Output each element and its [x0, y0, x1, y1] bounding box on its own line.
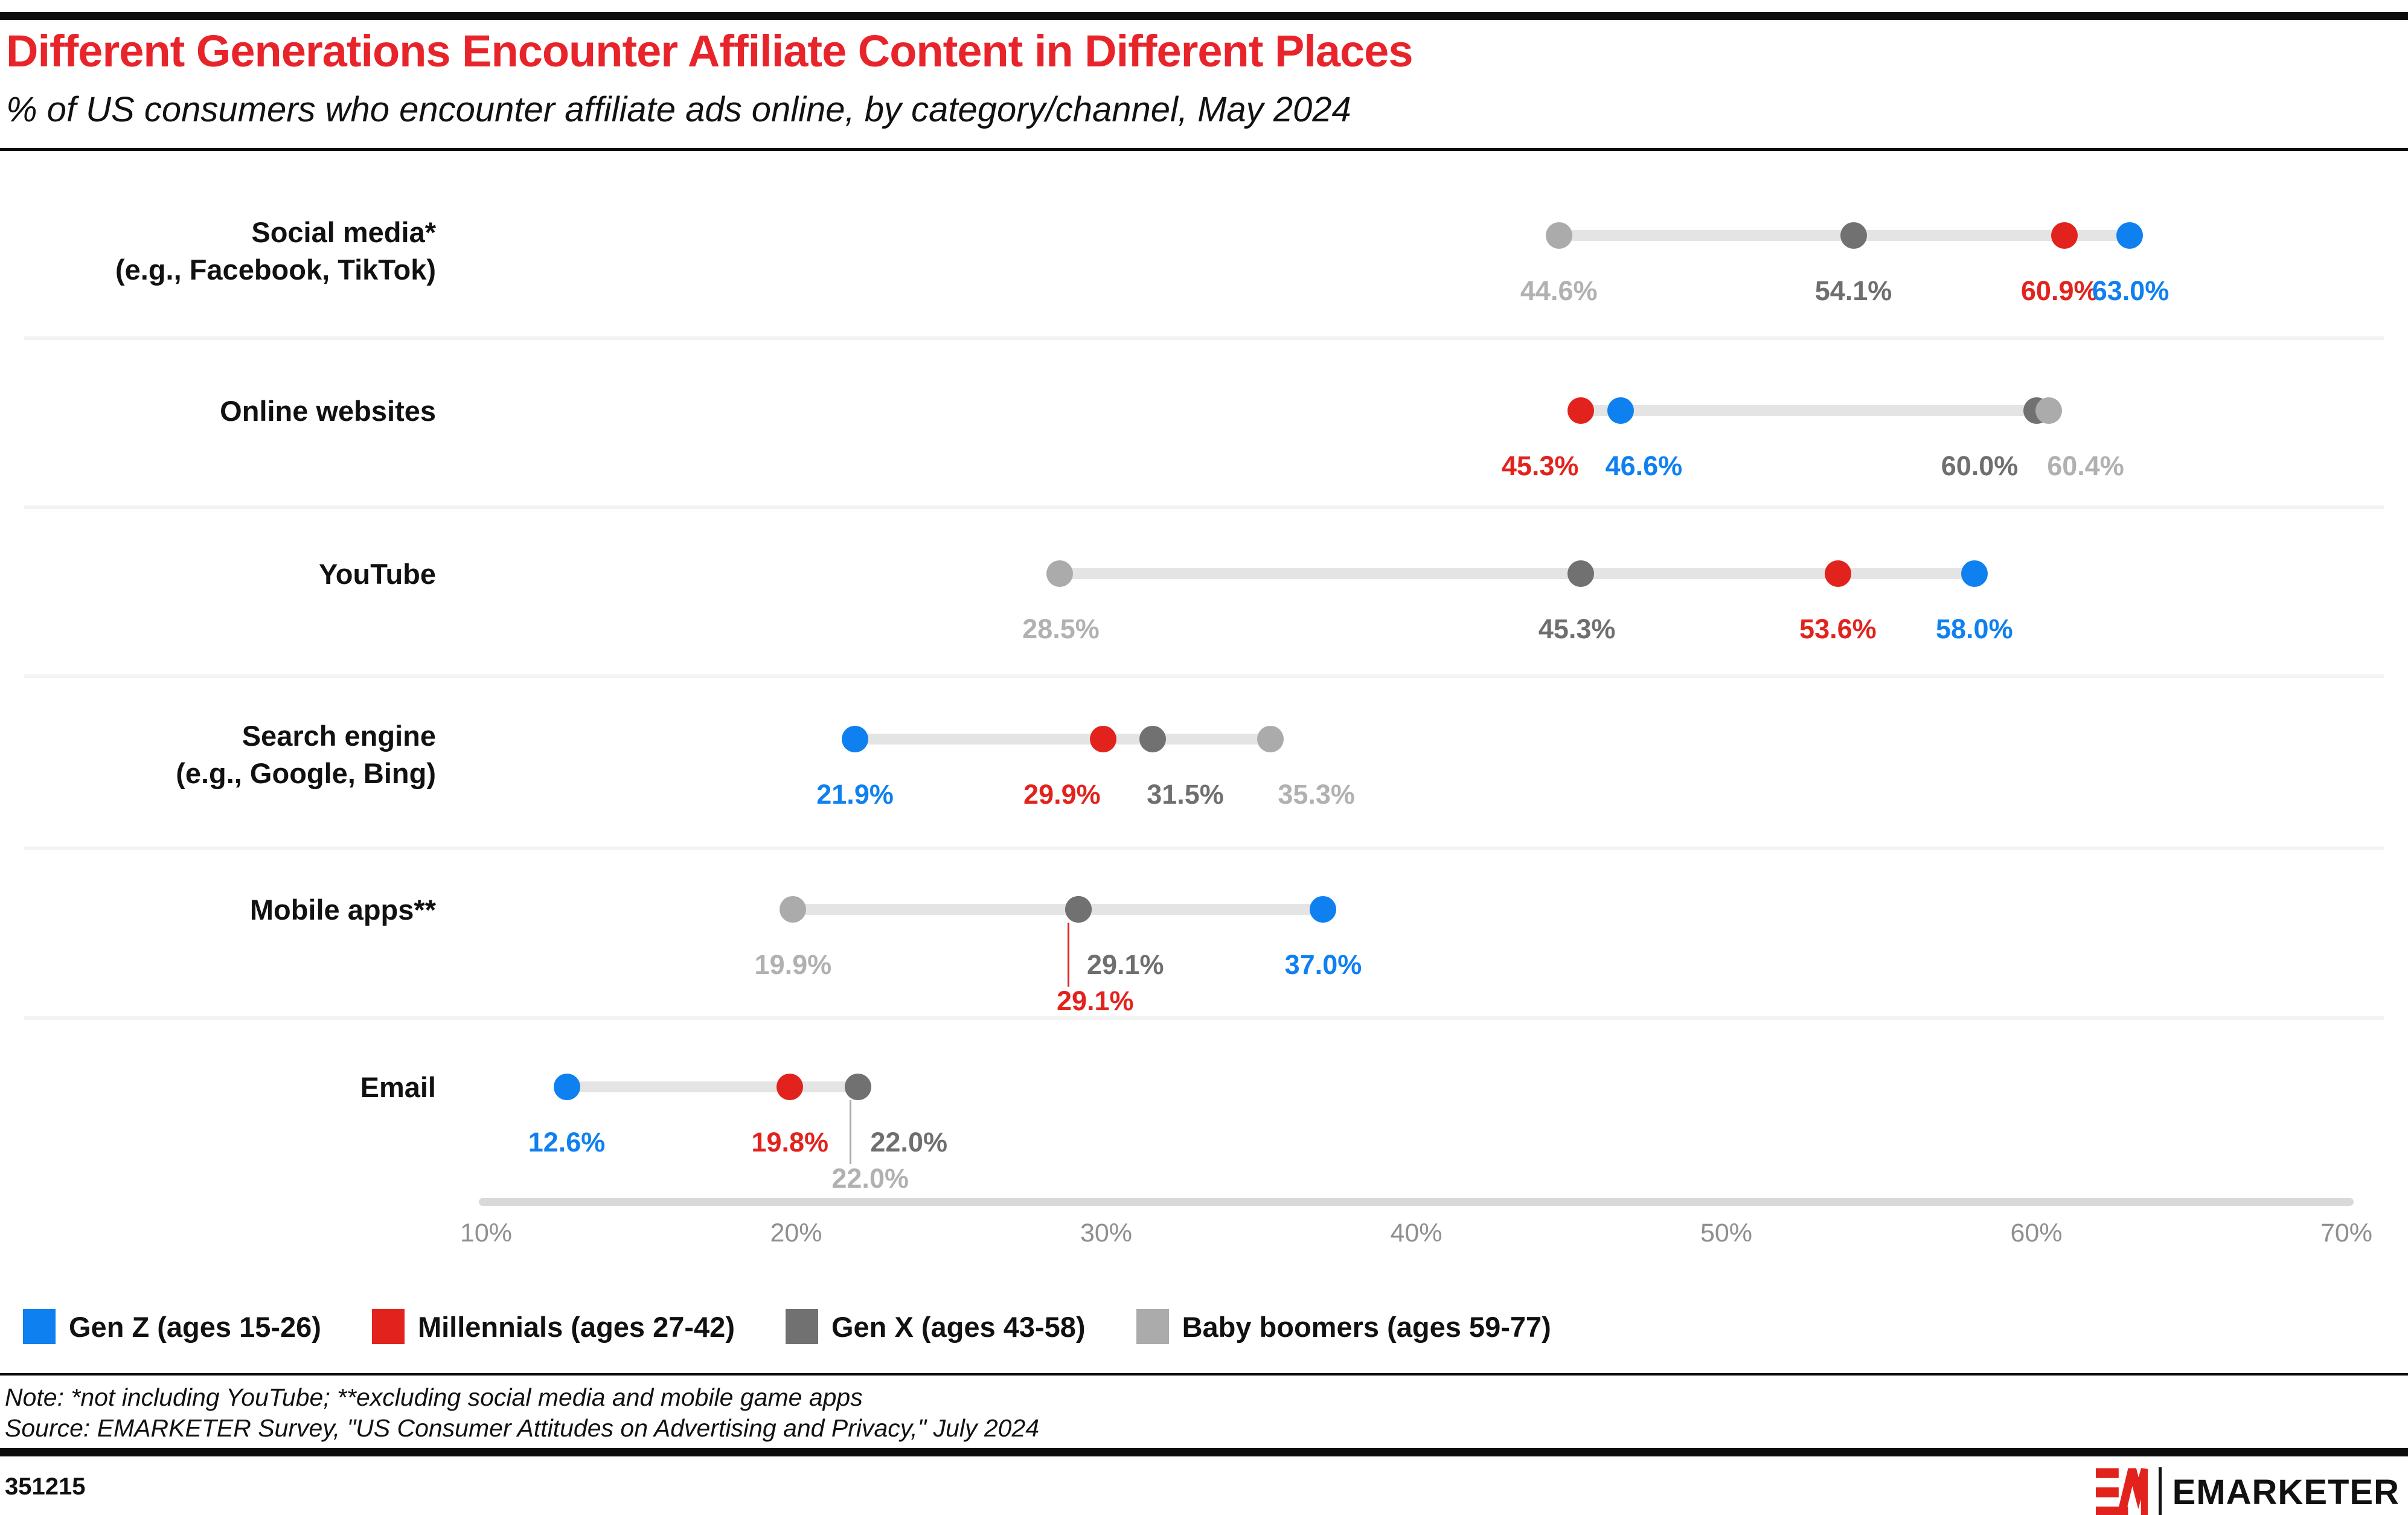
value-label-gen_z: 21.9%	[816, 779, 894, 810]
data-point-gen_z	[1310, 896, 1336, 923]
x-axis-tick: 30%	[1080, 1219, 1133, 1248]
row-separator	[24, 674, 2384, 678]
data-point-gen_x	[845, 1074, 871, 1100]
value-label-millennials: 45.3%	[1501, 450, 1579, 481]
chart-id: 351215	[5, 1473, 86, 1500]
data-point-baby_boomers	[780, 896, 806, 923]
leader-line	[850, 1100, 851, 1164]
value-label-gen_z: 63.0%	[2092, 275, 2169, 306]
dumbbell-connector	[567, 1081, 859, 1092]
note-text: Note: *not including YouTube; **excluding social media and mobile game apps	[5, 1383, 863, 1411]
legend-item-baby_boomers	[1136, 1309, 1551, 1344]
value-label-millennials: 53.6%	[1799, 613, 1877, 644]
x-axis-line	[479, 1198, 2354, 1206]
notes-divider	[0, 1373, 2408, 1376]
data-point-baby_boomers	[1546, 222, 1572, 249]
value-label-gen_x: 45.3%	[1538, 613, 1616, 644]
data-point-gen_z	[1961, 560, 1988, 587]
category-label-line: Mobile apps**	[249, 894, 436, 926]
value-label-baby_boomers: 35.3%	[1278, 779, 1355, 810]
row-separator	[24, 505, 2384, 509]
category-label	[0, 392, 436, 430]
value-label-baby_boomers: 60.4%	[2047, 450, 2124, 481]
category-label	[0, 214, 436, 289]
category-label	[0, 717, 436, 792]
legend-item-gen_x	[786, 1309, 1086, 1344]
x-axis-tick: 20%	[770, 1219, 822, 1248]
value-label-millennials: 29.9%	[1023, 779, 1101, 810]
legend	[23, 1309, 1551, 1344]
legend-label: Gen Z (ages 15-26)	[69, 1310, 321, 1343]
leader-line	[1068, 923, 1069, 987]
x-axis-tick: 40%	[1390, 1219, 1443, 1248]
x-axis-tick: 60%	[2010, 1219, 2063, 1248]
logo-divider	[2159, 1467, 2162, 1515]
value-label-millennials: 60.9%	[2020, 275, 2098, 306]
data-point-gen_x	[1840, 222, 1867, 249]
legend-swatch-millennials	[372, 1309, 405, 1344]
dumbbell-connector	[793, 904, 1323, 915]
legend-label: Gen X (ages 43-58)	[831, 1310, 1086, 1343]
dumbbell-connector	[1581, 405, 2049, 416]
chart-subtitle: % of US consumers who encounter affiliate ads online, by category/channel, May 2024	[6, 90, 1351, 129]
legend-swatch-gen_z	[23, 1309, 56, 1344]
value-label-gen_x: 29.1%	[1086, 949, 1164, 980]
chart-title: Different Generations Encounter Affiliate Content in Different Places	[6, 26, 1413, 76]
emarketer-logo	[2096, 1466, 2400, 1515]
category-label-line: Social media*	[251, 216, 436, 248]
data-point-millennials	[1825, 560, 1851, 587]
value-label-gen_x: 54.1%	[1814, 275, 1892, 306]
data-point-baby_boomers	[1046, 560, 1073, 587]
row-separator	[24, 336, 2384, 340]
category-label-line: (e.g., Facebook, TikTok)	[115, 254, 436, 286]
legend-item-millennials	[372, 1309, 735, 1344]
data-point-millennials	[1090, 726, 1116, 752]
legend-label: Baby boomers (ages 59-77)	[1182, 1310, 1551, 1343]
emarketer-logo-mark-icon	[2096, 1466, 2148, 1515]
value-label-gen_z: 46.6%	[1605, 450, 1683, 481]
value-label-gen_x: 31.5%	[1147, 779, 1224, 810]
footer-divider	[0, 1448, 2408, 1456]
data-point-gen_x	[1065, 896, 1092, 923]
value-label-gen_x: 22.0%	[870, 1127, 947, 1158]
source-text: Source: EMARKETER Survey, "US Consumer Attitudes on Advertising and Privacy," July 2024	[5, 1414, 1040, 1442]
value-label-baby_boomers: 44.6%	[1520, 275, 1598, 306]
x-axis-tick: 70%	[2320, 1219, 2373, 1248]
legend-label: Millennials (ages 27-42)	[417, 1310, 735, 1343]
value-label-gen_z: 58.0%	[1935, 613, 2013, 644]
row-separator	[24, 847, 2384, 850]
row-separator	[24, 1016, 2384, 1020]
brand-name: EMARKETER	[2172, 1472, 2400, 1512]
value-label-baby_boomers: 19.9%	[754, 949, 832, 980]
legend-item-gen_z	[23, 1309, 321, 1344]
category-label-line: (e.g., Google, Bing)	[176, 757, 436, 789]
x-axis-tick: 10%	[460, 1219, 513, 1248]
value-label-baby_boomers: 28.5%	[1022, 613, 1100, 644]
category-label	[0, 1069, 436, 1106]
chart-area	[0, 151, 2408, 1248]
data-point-baby_boomers	[1257, 726, 1284, 752]
data-point-gen_z	[2116, 222, 2143, 249]
data-point-baby_boomers	[2035, 397, 2062, 424]
dumbbell-connector	[855, 734, 1270, 745]
category-label	[0, 891, 436, 929]
category-label-line: Email	[360, 1071, 436, 1103]
data-point-millennials	[1567, 397, 1594, 424]
data-point-gen_z	[842, 726, 868, 752]
legend-swatch-baby_boomers	[1136, 1309, 1169, 1344]
category-label-line: Search engine	[242, 720, 436, 752]
value-label-gen_z: 12.6%	[528, 1127, 606, 1158]
value-label-gen_z: 37.0%	[1284, 949, 1362, 980]
data-point-millennials	[777, 1074, 803, 1100]
value-label-millennials: 19.8%	[751, 1127, 829, 1158]
data-point-millennials	[2051, 222, 2078, 249]
data-point-gen_z	[1607, 397, 1634, 424]
data-point-gen_x	[1139, 726, 1166, 752]
category-label	[0, 556, 436, 593]
category-label-line: Online websites	[220, 395, 436, 427]
value-label-gen_x: 60.0%	[1941, 450, 2019, 481]
data-point-gen_z	[554, 1074, 580, 1100]
value-label-baby_boomers: 22.0%	[831, 1163, 909, 1194]
value-label-millennials: 29.1%	[1056, 985, 1134, 1016]
top-black-bar	[0, 12, 2408, 20]
x-axis-tick: 50%	[1700, 1219, 1753, 1248]
legend-swatch-gen_x	[786, 1309, 818, 1344]
category-label-line: YouTube	[318, 558, 436, 590]
data-point-gen_x	[1567, 560, 1594, 587]
